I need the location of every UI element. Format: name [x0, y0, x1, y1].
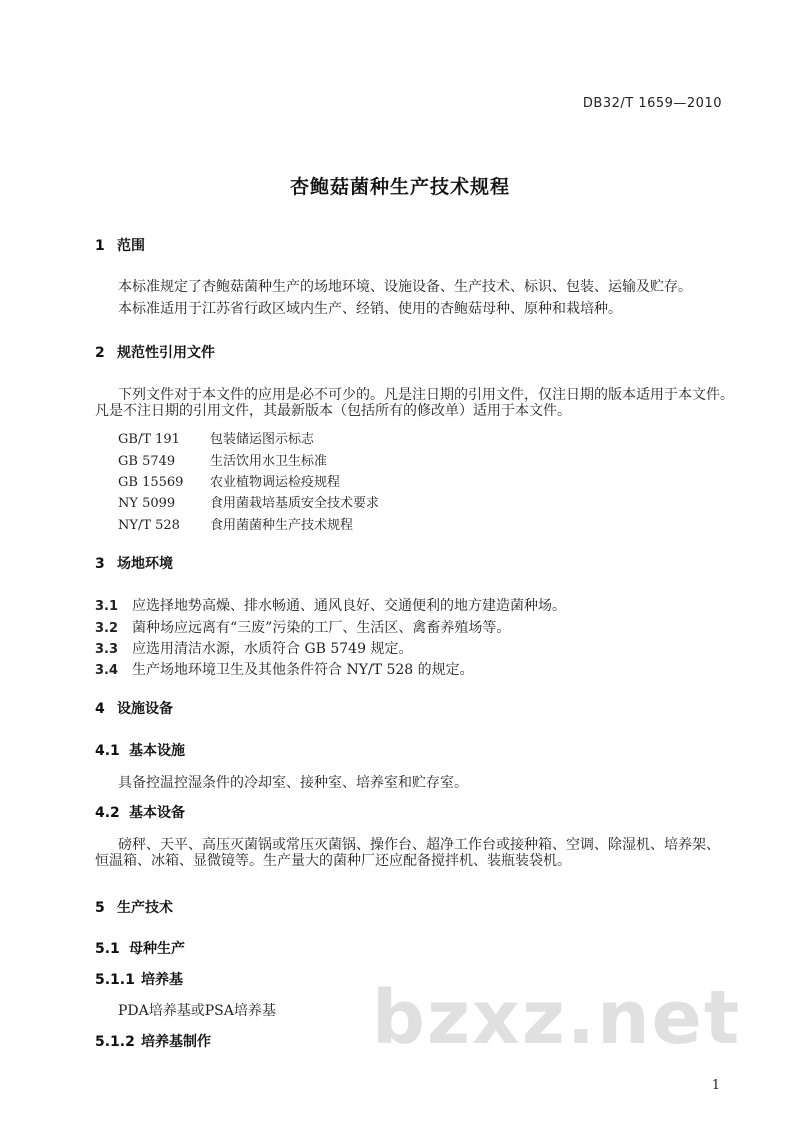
section-5-heading: [95, 897, 173, 917]
section-title: 培养基: [141, 972, 183, 988]
section-number: 4.1: [95, 743, 120, 759]
reference-item: [118, 514, 353, 533]
subsection-5-1-heading: [95, 938, 185, 958]
section-title: 规范性引用文件: [117, 345, 215, 361]
reference-title: 生活饮用水卫生标准: [210, 454, 328, 469]
section-title: 场地环境: [117, 556, 173, 572]
paragraph: 具备控温控湿条件的冷却室、接种室、培养室和贮存室。: [118, 775, 468, 791]
section-1-heading: [95, 235, 145, 255]
paragraph: 下列文件对于本文件的应用是必不可少的。凡是注日期的引用文件，仅注日期的版本适用于本文件。: [118, 387, 734, 403]
section-title: 设施设备: [117, 701, 173, 717]
section-number: 3: [95, 556, 105, 572]
reference-item: [118, 471, 340, 490]
subsection-4-2-heading: [95, 802, 185, 822]
clause-text: 菌种场应远离有“三废”污染的工厂、生活区、禽畜养殖场等。: [132, 620, 511, 636]
section-title: 生产技术: [117, 900, 173, 916]
reference-title: 包装储运图示标志: [210, 432, 315, 447]
paragraph: 凡是不注日期的引用文件，其最新版本（包括所有的修改单）适用于本文件。: [95, 403, 571, 419]
section-3-heading: [95, 553, 173, 573]
paragraph: 本标准适用于江苏省行政区域内生产、经销、使用的杏鲍菇母种、原种和栽培种。: [118, 301, 622, 317]
section-title: 基本设施: [129, 743, 185, 759]
paragraph: PDA培养基或PSA培养基: [118, 1003, 276, 1019]
clause-number: 3.3: [95, 642, 119, 657]
reference-code: GB 15569: [118, 475, 184, 490]
standard-code: DB32/T 1659—2010: [582, 96, 722, 111]
section-number: 1: [95, 238, 105, 254]
clause-number: 3.1: [95, 599, 119, 614]
section-number: 4: [95, 701, 105, 717]
clause-item: [95, 659, 474, 679]
section-4-heading: [95, 698, 173, 718]
section-number: 5.1: [95, 941, 120, 957]
reference-code: GB 5749: [118, 454, 176, 469]
reference-code: GB/T 191: [118, 432, 180, 447]
clause-item: [95, 617, 510, 637]
section-number: 4.2: [95, 805, 120, 821]
section-number: 5.1.1: [95, 972, 135, 988]
section-title: 母种生产: [129, 941, 185, 957]
clause-text: 生产场地环境卫生及其他条件符合 NY/T 528 的规定。: [132, 662, 474, 678]
document-title: 杏鲍菇菌种生产技术规程: [289, 176, 510, 198]
section-title: 范围: [117, 238, 145, 254]
reference-title: 农业植物调运检疫规程: [210, 475, 341, 490]
paragraph: 磅秤、天平、高压灭菌锅或常压灭菌锅、操作台、超净工作台或接种箱、空调、除湿机、培养架、: [118, 837, 720, 853]
clause-item: [95, 595, 566, 615]
section-number: 2: [95, 345, 105, 361]
subsection-5-1-1-heading: [95, 969, 183, 989]
paragraph: 恒温箱、冰箱、显微镜等。生产量大的菌种厂还应配备搅拌机、装瓶装袋机。: [95, 853, 571, 869]
section-number: 5.1.2: [95, 1034, 135, 1050]
reference-item: [118, 428, 314, 447]
section-2-heading: [95, 342, 215, 362]
reference-item: [118, 450, 327, 469]
reference-code: NY/T 528: [118, 518, 180, 533]
reference-code: NY 5099: [118, 496, 176, 511]
section-number: 5: [95, 900, 105, 916]
clause-text: 应选择地势高燥、排水畅通、通风良好、交通便利的地方建造菌种场。: [132, 598, 566, 614]
reference-title: 食用菌栽培基质安全技术要求: [210, 496, 380, 511]
section-title: 培养基制作: [141, 1034, 211, 1050]
reference-title: 食用菌菌种生产技术规程: [210, 518, 354, 533]
clause-number: 3.2: [95, 621, 119, 636]
reference-item: [118, 492, 379, 511]
subsection-5-1-2-heading: [95, 1031, 211, 1051]
section-title: 基本设备: [129, 805, 185, 821]
clause-item: [95, 638, 412, 658]
watermark: bzxz.net: [372, 975, 742, 1061]
clause-number: 3.4: [95, 663, 119, 678]
subsection-4-1-heading: [95, 740, 185, 760]
clause-text: 应选用清洁水源，水质符合 GB 5749 规定。: [132, 641, 413, 657]
page-number: 1: [711, 1078, 720, 1093]
paragraph: 本标准规定了杏鲍菇菌种生产的场地环境、设施设备、生产技术、标识、包装、运输及贮存。: [118, 279, 692, 295]
